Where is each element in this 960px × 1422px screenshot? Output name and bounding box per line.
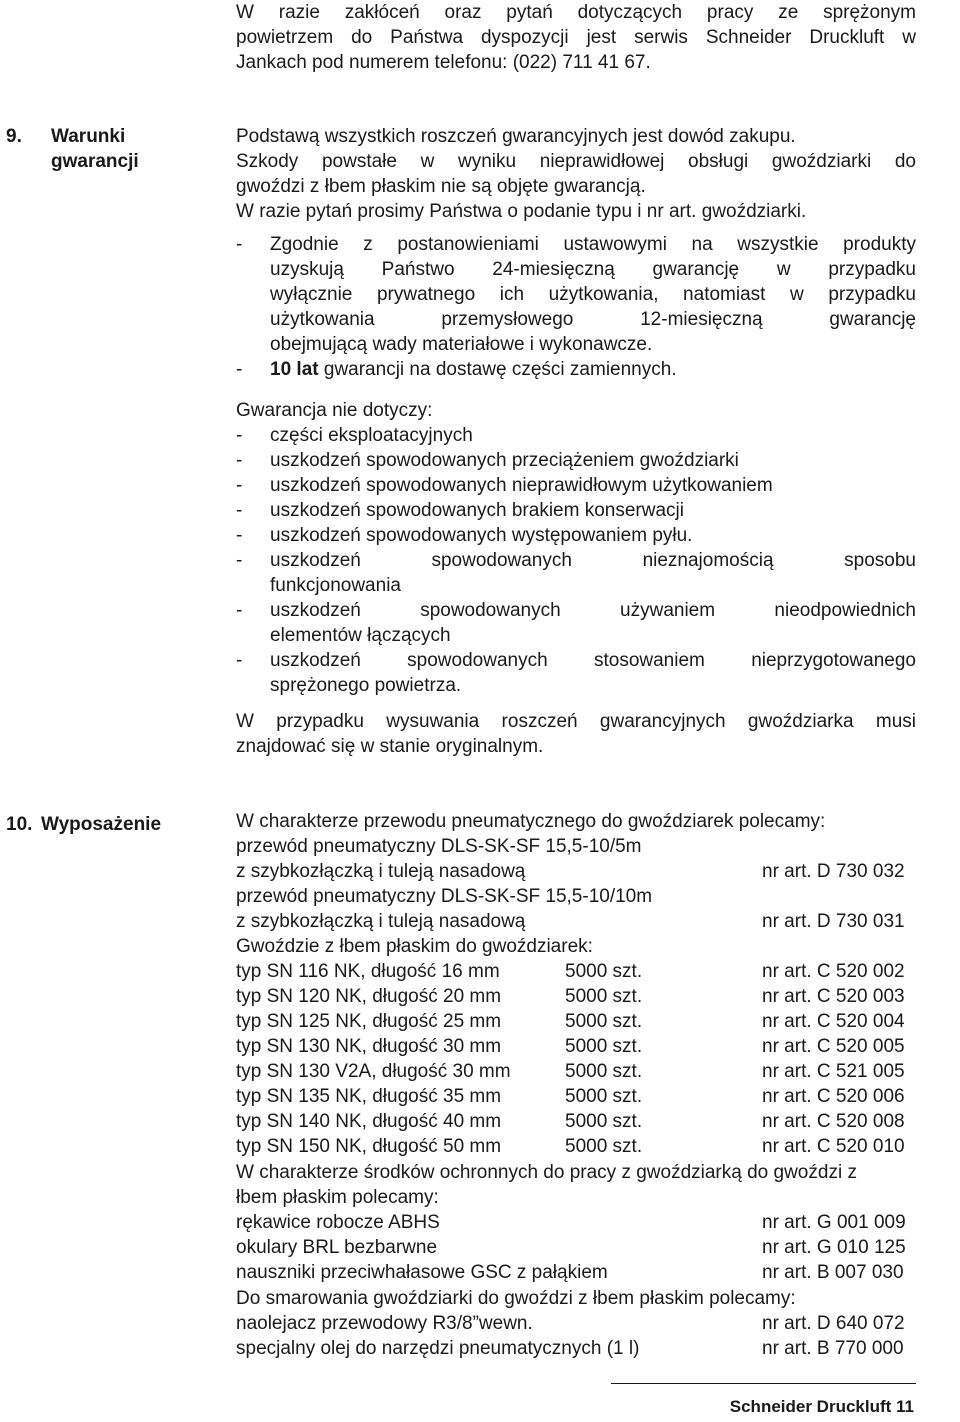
bullet-dash: - (236, 500, 243, 521)
paragraph-line: Podstawą wszystkich roszczeń gwarancyjnych jest dowód zakupu. (236, 126, 796, 147)
nail-quantity: 5000 szt. (565, 1086, 643, 1107)
lubrication-item: naolejacz przewodowy R3/8”wewn. (236, 1313, 533, 1334)
bullet-dash: - (236, 600, 243, 621)
lubrication-item: specjalny olej do narzędzi pneumatycznych (1 l) (236, 1338, 640, 1359)
section-9-title-line: Warunki (51, 126, 126, 147)
article-number: nr art. C 521 005 (762, 1061, 905, 1082)
bullet-line: uzyskują Państwo 24-miesięczną gwarancję w przypadku (270, 259, 916, 280)
nail-quantity: 5000 szt. (565, 1136, 643, 1157)
footer-rule (611, 1383, 916, 1384)
bullet-line: sprężonego powietrza. (270, 675, 462, 696)
lubrication-title: Do smarowania gwoździarki do gwoździ z łbem płaskim polecamy: (236, 1288, 796, 1309)
bullet-text (270, 232, 916, 357)
protective-row (236, 1210, 926, 1235)
bullet-line: uszkodzeń spowodowanych nieznajomością sposobu (270, 550, 916, 571)
intro-line: W razie zakłóceń oraz pytań dotyczących pracy ze sprężonym (236, 2, 916, 23)
nail-type: typ SN 150 NK, długość 50 mm (236, 1136, 502, 1157)
bullet-text (270, 473, 916, 498)
article-number: nr art. G 010 125 (762, 1237, 906, 1258)
bullet-text (270, 448, 916, 473)
bullet-line: uszkodzeń spowodowanych brakiem konserwacji (270, 500, 684, 521)
intro-line: powietrzem do Państwa dyspozycji jest serwis Schneider Druckluft w (236, 27, 916, 48)
exclusion-item (236, 448, 916, 473)
bullet-dash: - (236, 475, 243, 496)
nail-type: typ SN 130 V2A, długość 30 mm (236, 1061, 511, 1082)
bullet-line: użytkowania przemysłowego 12-miesięczną gwarancję (270, 309, 916, 330)
footer-text: Schneider Druckluft 11 (729, 1397, 914, 1416)
section-10-number: 10. (6, 814, 33, 835)
paragraph-line: W razie pytań prosimy Państwa o podanie typu i nr art. gwoździarki. (236, 201, 807, 222)
article-number: nr art. B 007 030 (762, 1262, 904, 1283)
bullet-text (270, 357, 916, 382)
paragraph-line: znajdować się w stanie oryginalnym. (236, 736, 544, 757)
hose-fittings: z szybkozłączką i tuleją nasadową (236, 911, 526, 932)
article-number: nr art. C 520 003 (762, 986, 905, 1007)
hose-item (236, 834, 926, 859)
article-number: nr art. C 520 004 (762, 1011, 905, 1032)
hose-item (236, 884, 926, 909)
article-number: nr art. C 520 006 (762, 1086, 905, 1107)
article-number: nr art. C 520 010 (762, 1136, 905, 1157)
article-number: nr art. C 520 002 (762, 961, 905, 982)
nail-row (236, 1034, 926, 1059)
nail-row (236, 1059, 926, 1084)
bullet-line: uszkodzeń spowodowanych przeciążeniem gwoździarki (270, 450, 739, 471)
section-10-title: Wyposażenie (41, 814, 162, 835)
bullet-dash: - (236, 425, 243, 446)
protective-row (236, 1235, 926, 1260)
bullet-line: części eksploatacyjnych (270, 425, 473, 446)
exclusion-item (236, 548, 916, 598)
nail-type: typ SN 140 NK, długość 40 mm (236, 1111, 502, 1132)
bullet-line: Zgodnie z postanowieniami ustawowymi na wszystkie produkty (270, 234, 916, 255)
exclusion-item (236, 598, 916, 648)
exclusion-item (236, 648, 916, 698)
nail-type: typ SN 135 NK, długość 35 mm (236, 1086, 502, 1107)
bullet-text (270, 648, 916, 698)
nail-row (236, 1084, 926, 1109)
nail-row (236, 984, 926, 1009)
hose-name: przewód pneumatyczny DLS-SK-SF 15,5-10/5m (236, 836, 642, 857)
nail-row (236, 1109, 926, 1134)
bullet-text (270, 423, 916, 448)
warranty-basis-paragraph (236, 124, 916, 224)
spare-parts-rest: gwarancji na dostawę części zamiennych. (318, 359, 677, 380)
article-number: nr art. D 730 031 (762, 911, 905, 932)
nail-type: typ SN 125 NK, długość 25 mm (236, 1011, 502, 1032)
spare-parts-years: 10 lat (270, 359, 319, 380)
paragraph-line: Szkody powstałe w wyniku nieprawidłowej obsługi gwoździarki do (236, 151, 916, 172)
paragraph-line: W przypadku wysuwania roszczeń gwarancyjnych gwoździarka musi (236, 711, 916, 732)
exclusion-item (236, 423, 916, 448)
intro-paragraph (236, 0, 916, 75)
paragraph-line: gwoździ z łbem płaskim nie są objęte gwarancją. (236, 176, 646, 197)
nail-quantity: 5000 szt. (565, 1061, 643, 1082)
nail-quantity: 5000 szt. (565, 986, 643, 1007)
hose-intro: W charakterze przewodu pneumatycznego do gwoździarek polecamy: (236, 811, 826, 832)
bullet-line: uszkodzeń spowodowanych nieprawidłowym użytkowaniem (270, 475, 773, 496)
bullet-dash: - (236, 550, 243, 571)
hose-item (236, 859, 926, 884)
hose-name: przewód pneumatyczny DLS-SK-SF 15,5-10/10m (236, 886, 653, 907)
bullet-line: obejmującą wady materiałowe i wykonawcze. (270, 334, 653, 355)
protective-title (236, 1160, 960, 1210)
article-number: nr art. D 640 072 (762, 1313, 905, 1334)
section-9-title (51, 124, 139, 174)
bullet-text (270, 523, 916, 548)
article-number: nr art. D 730 032 (762, 861, 905, 882)
section-9-number: 9. (6, 126, 22, 147)
nail-row (236, 1009, 926, 1034)
bullet-text (270, 498, 916, 523)
bullet-line: funkcjonowania (270, 575, 401, 596)
nail-type: typ SN 120 NK, długość 20 mm (236, 986, 502, 1007)
bullet-dash: - (236, 650, 243, 671)
bullet-dash: - (236, 359, 243, 380)
article-number: nr art. G 001 009 (762, 1212, 906, 1233)
bullet-dash: - (236, 234, 243, 255)
exclusion-item (236, 523, 916, 548)
article-number: nr art. B 770 000 (762, 1338, 904, 1359)
exclusions-title: Gwarancja nie dotyczy: (236, 400, 433, 421)
article-number: nr art. C 520 005 (762, 1036, 905, 1057)
bullet-line: wyłącznie prywatnego ich użytkowania, natomiast w przypadku (270, 284, 916, 305)
bullet-line: uszkodzeń spowodowanych występowaniem pyłu. (270, 525, 693, 546)
lubrication-row (236, 1311, 926, 1336)
bullet-line: uszkodzeń spowodowanych stosowaniem nieprzygotowanego (270, 650, 916, 671)
original-condition-paragraph (236, 709, 916, 759)
nail-type: typ SN 130 NK, długość 30 mm (236, 1036, 502, 1057)
exclusion-item (236, 473, 916, 498)
article-number: nr art. C 520 008 (762, 1111, 905, 1132)
bullet-line: uszkodzeń spowodowanych używaniem nieodpowiednich (270, 600, 916, 621)
spare-parts-item (236, 357, 916, 382)
protective-row (236, 1260, 926, 1285)
warranty-term-item (236, 232, 916, 357)
protective-item: okulary BRL bezbarwne (236, 1237, 438, 1258)
nail-row (236, 959, 926, 984)
bullet-text (270, 598, 916, 648)
nail-quantity: 5000 szt. (565, 1111, 643, 1132)
nail-quantity: 5000 szt. (565, 1011, 643, 1032)
hose-item (236, 909, 926, 934)
nail-type: typ SN 116 NK, długość 16 mm (236, 961, 500, 982)
protective-title-line: łbem płaskim polecamy: (236, 1187, 439, 1208)
nails-title: Gwoździe z łbem płaskim do gwoździarek: (236, 936, 593, 957)
bullet-dash: - (236, 450, 243, 471)
nail-quantity: 5000 szt. (565, 1036, 643, 1057)
protective-title-line: W charakterze środków ochronnych do pracy z gwoździarką do gwoździ z (236, 1162, 857, 1183)
bullet-line: elementów łączących (270, 625, 451, 646)
nail-quantity: 5000 szt. (565, 961, 643, 982)
protective-item: rękawice robocze ABHS (236, 1212, 440, 1233)
bullet-dash: - (236, 525, 243, 546)
section-9-title-line: gwarancji (51, 151, 139, 172)
bullet-text (270, 548, 916, 598)
nail-row (236, 1134, 926, 1159)
intro-line: Jankach pod numerem telefonu: (022) 711 41 67. (236, 52, 651, 73)
protective-item: nauszniki przeciwhałasowe GSC z pałąkiem (236, 1262, 608, 1283)
lubrication-row (236, 1336, 926, 1361)
hose-fittings: z szybkozłączką i tuleją nasadową (236, 861, 526, 882)
exclusion-item (236, 498, 916, 523)
